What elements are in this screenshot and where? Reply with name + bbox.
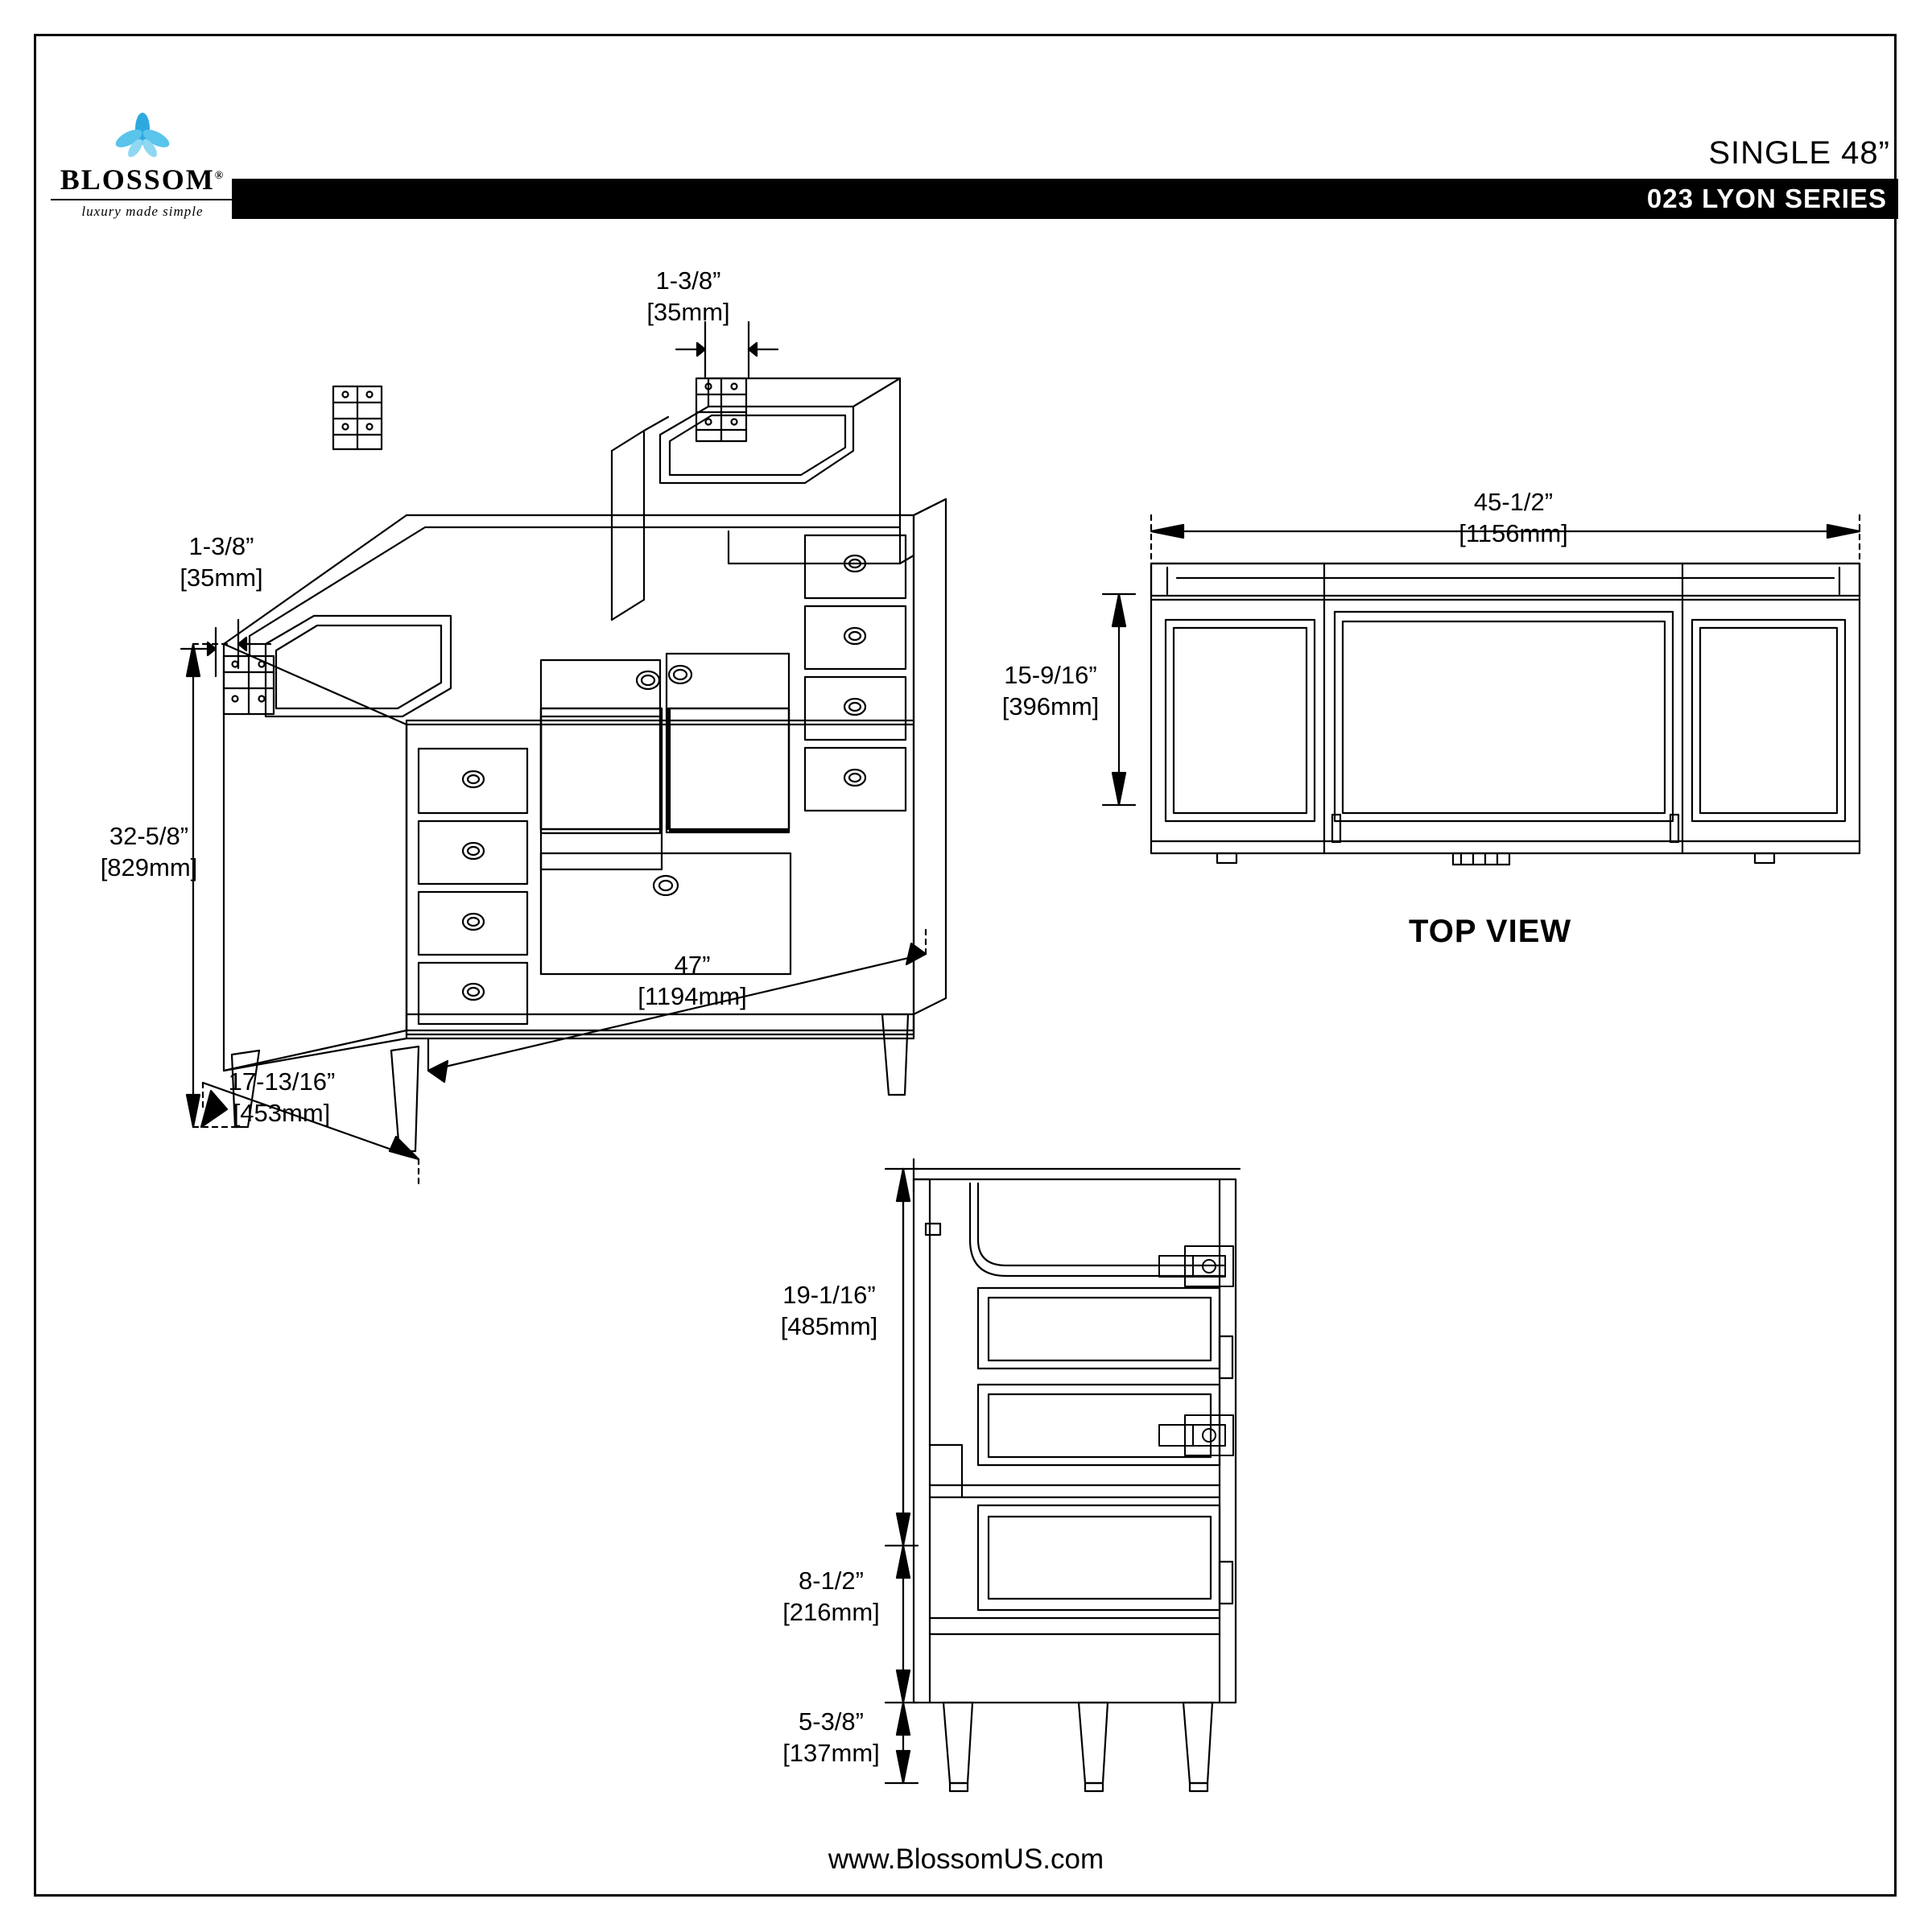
dim-lower-drawer-height (757, 1566, 906, 1629)
dim-value-inch: 32-5/8” (109, 822, 189, 850)
dim-side-panel-thickness (141, 531, 302, 594)
brand-registered: ® (214, 170, 225, 182)
dim-value-mm: [216mm] (782, 1597, 880, 1626)
dim-value-inch: 5-3/8” (799, 1707, 864, 1736)
brand-name: BLOSSOM (60, 163, 215, 196)
dim-value-mm: [829mm] (100, 852, 198, 881)
dim-overall-height (60, 821, 237, 884)
dim-overall-width (588, 950, 797, 1013)
dim-value-mm: [137mm] (782, 1738, 880, 1767)
dim-value-inch: 1-3/8” (188, 532, 254, 560)
dim-value-mm: [1194mm] (638, 981, 747, 1010)
top-view-label: TOP VIEW (1409, 914, 1572, 949)
dim-top-view-width (1409, 487, 1618, 550)
dim-value-inch: 15-9/16” (1004, 661, 1097, 689)
header-series: 023 LYON SERIES (1646, 184, 1887, 213)
dim-value-mm: [35mm] (180, 563, 263, 592)
dim-value-inch: 1-3/8” (655, 266, 721, 295)
blossom-flower-icon (42, 113, 243, 161)
dim-value-inch: 8-1/2” (799, 1567, 864, 1595)
brand-wordmark (42, 163, 243, 196)
dim-overall-depth (185, 1067, 378, 1129)
brand-tagline: luxury made simple (81, 204, 204, 219)
dim-top-panel-thickness (596, 266, 781, 328)
dim-top-view-depth (978, 660, 1123, 723)
header-title: SINGLE 48” (1708, 135, 1890, 171)
dim-value-inch: 19-1/16” (782, 1281, 876, 1309)
dim-upper-section-height (753, 1280, 906, 1343)
dim-value-mm: [35mm] (646, 297, 730, 326)
dim-value-mm: [453mm] (233, 1098, 331, 1127)
dim-value-inch: 45-1/2” (1473, 488, 1554, 516)
dim-value-inch: 47” (674, 951, 711, 979)
dim-leg-height (757, 1707, 906, 1769)
footer-website[interactable]: www.BlossomUS.com (828, 1843, 1104, 1875)
dim-value-mm: [1156mm] (1459, 518, 1568, 547)
dim-value-mm: [396mm] (1001, 691, 1100, 720)
logo-divider (51, 199, 234, 200)
page-border (34, 34, 1897, 1897)
dim-value-mm: [485mm] (780, 1311, 878, 1340)
brand-logo (42, 113, 243, 220)
dim-value-inch: 17-13/16” (228, 1067, 336, 1096)
